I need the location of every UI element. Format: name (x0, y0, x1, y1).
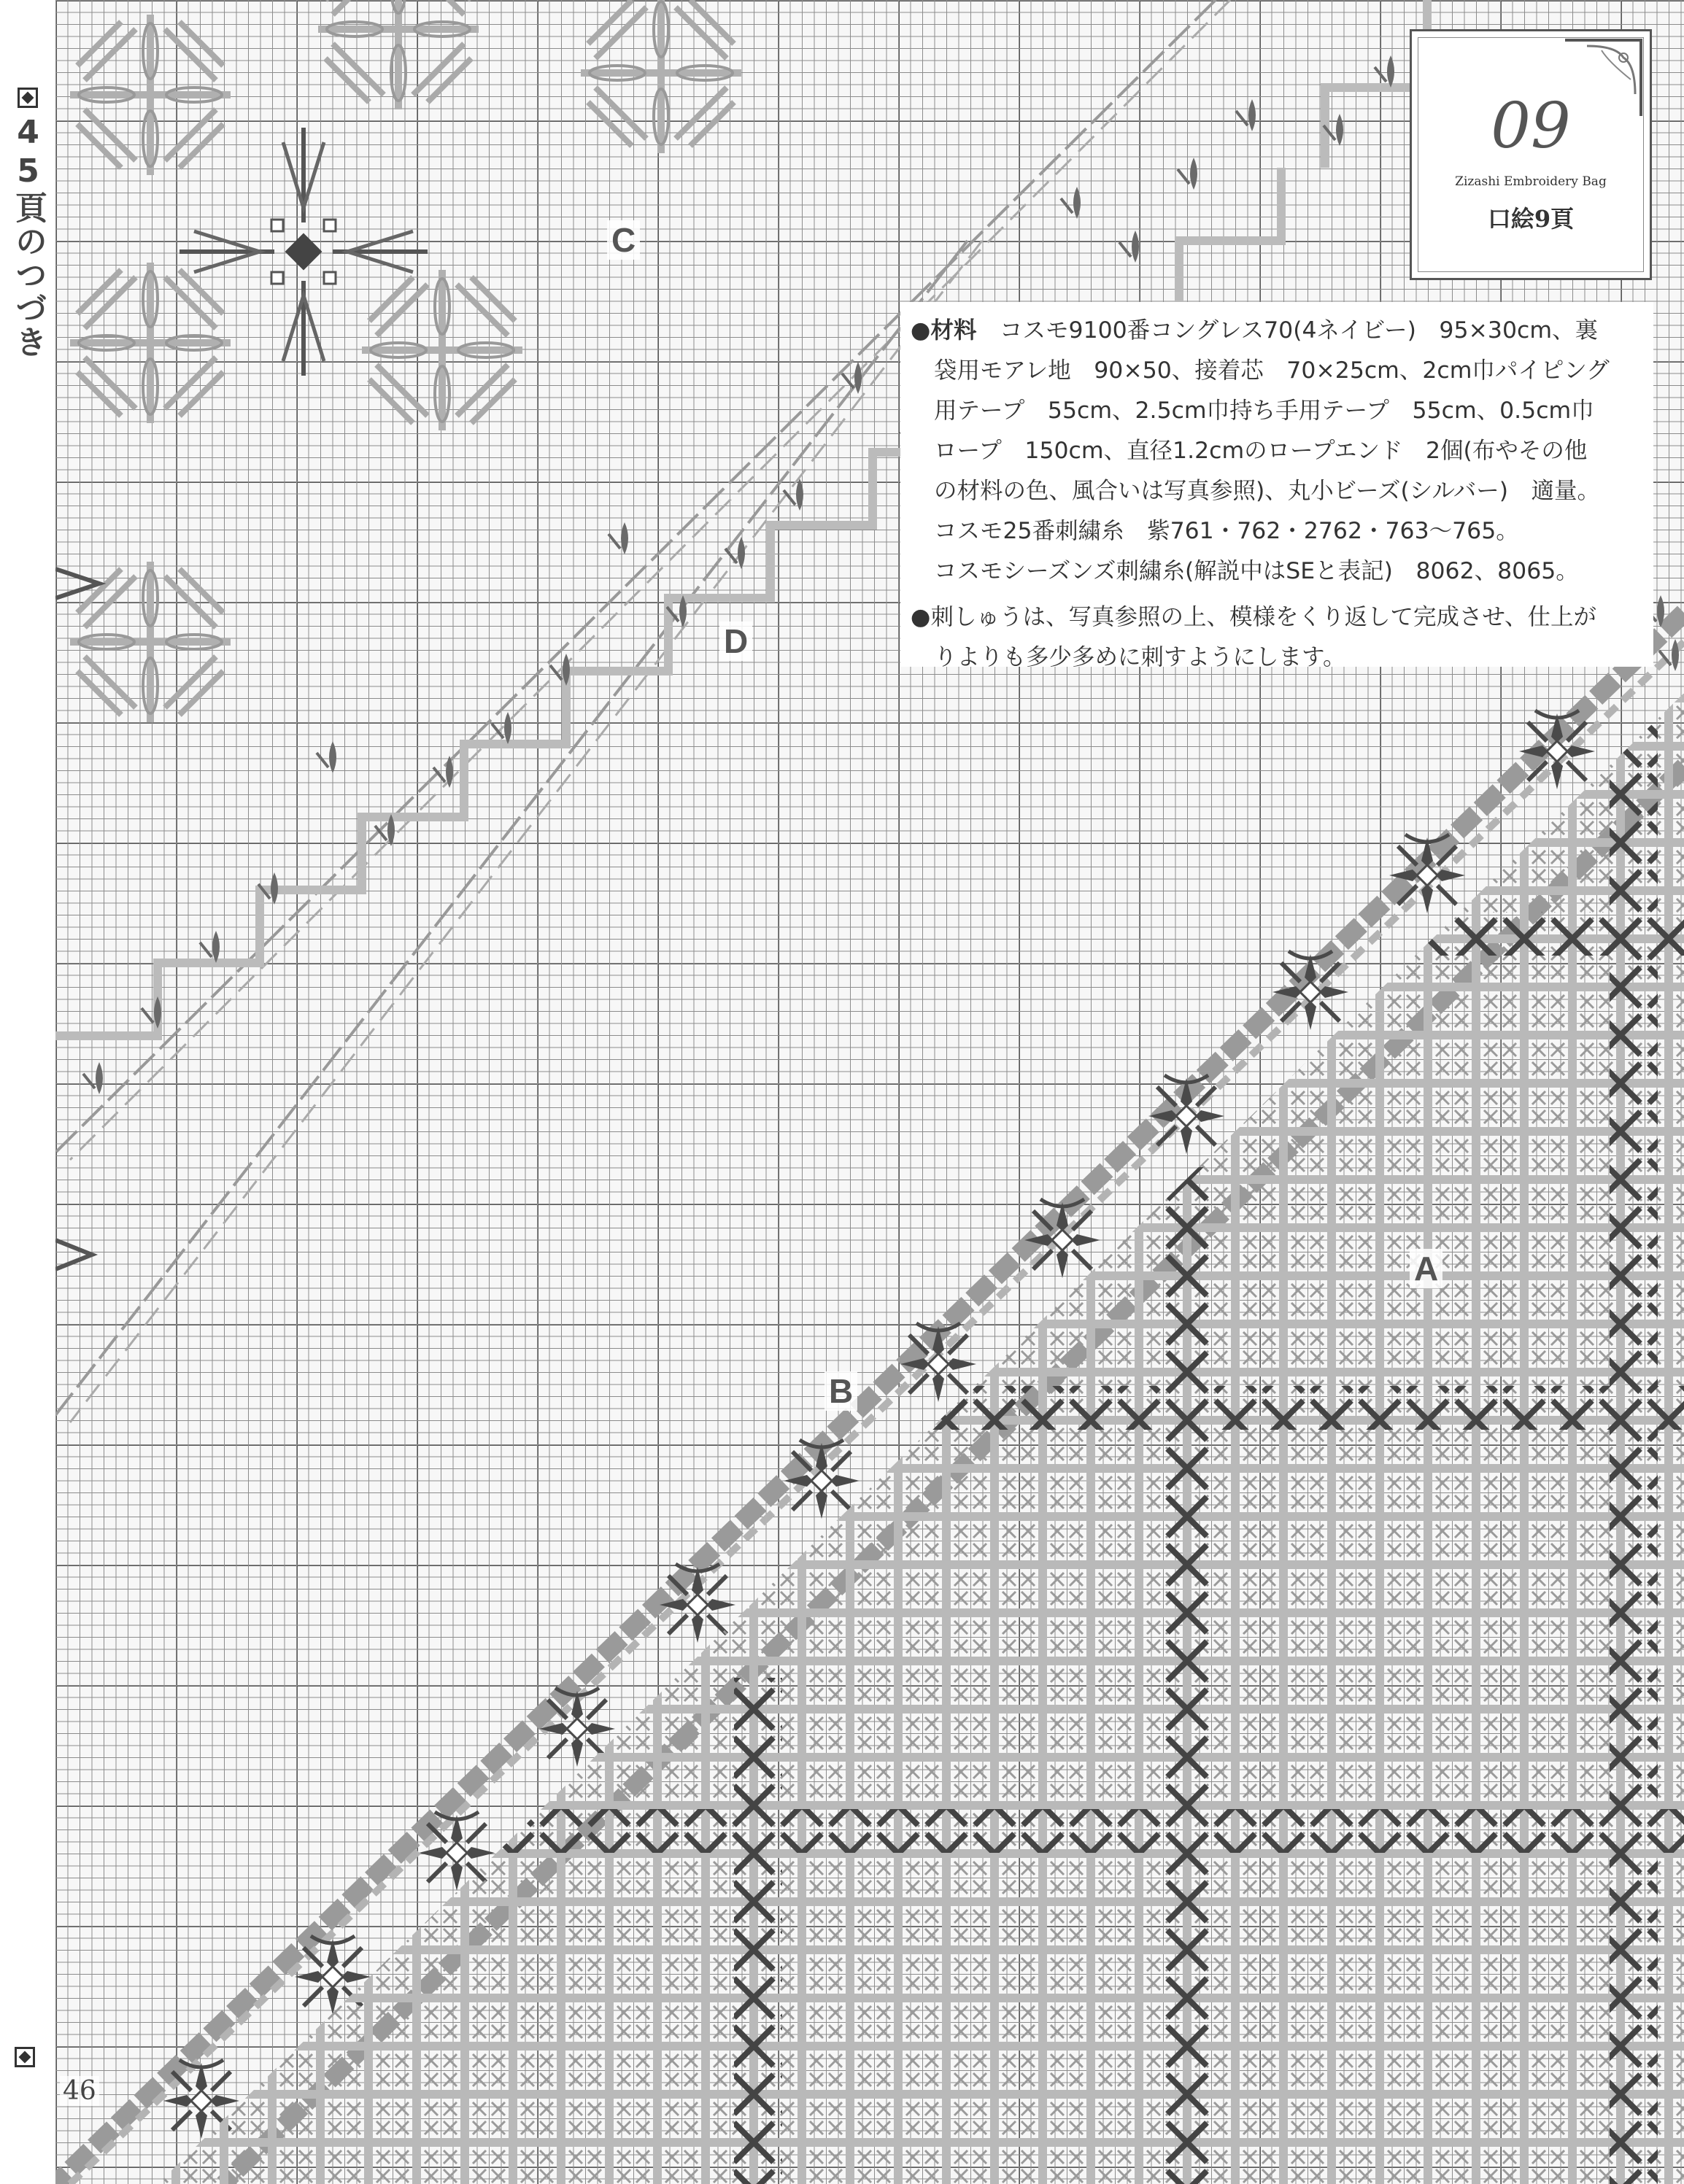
note-line-1 (911, 597, 1645, 638)
side-navigation (6, 88, 50, 359)
diamond-icon (15, 2047, 35, 2067)
embroidery-chart-grid (55, 0, 1684, 2184)
materials-text: コスモ9100番コングレス70(4ネイビー) 95×30cm、裏 (1000, 317, 1598, 344)
series-number: 09 (1491, 90, 1571, 163)
photo-reference: 口絵9頁 (1487, 205, 1575, 233)
section-label-c: C (607, 220, 640, 260)
page-number: 46 (60, 2076, 99, 2106)
title-box (1410, 29, 1652, 280)
section-label-d: D (719, 621, 752, 661)
bullet: ● (911, 317, 931, 344)
series-name: Zizashi Embroidery Bag (1455, 174, 1607, 189)
materials-line-3: 用テープ 55cm、2.5cm巾持ち手用テープ 55cm、0.5cm巾 (934, 398, 1594, 424)
materials-heading: 材料 (930, 317, 977, 344)
bullet: ● (911, 604, 931, 630)
note-line-2: りよりも多少多めに刺すようにします。 (934, 644, 1346, 670)
section-label-b: B (824, 1371, 857, 1411)
materials-box (900, 302, 1653, 670)
materials-line-1 (911, 311, 1645, 351)
materials-line-4: ロープ 150cm、直径1.2cmのロープエンド 2個(布やその他 (934, 438, 1588, 464)
materials-line-7: コスモシーズンズ刺繍糸(解説中はSEと表記) 8062、8065。 (934, 558, 1579, 584)
materials-line-5: の材料の色、風合いは写真参照)、丸小ビーズ(シルバー) 適量。 (934, 478, 1601, 504)
diamond-icon (18, 88, 38, 108)
section-c-motifs (70, 0, 741, 722)
note-text: 刺しゅうは、写真参照の上、模様をくり返して完成させ、仕上が (930, 604, 1597, 630)
continuation-label: 45頁のつづき (9, 114, 47, 359)
materials-line-6: コスモ25番刺繍糸 紫761・762・2762・763～765。 (934, 518, 1519, 544)
section-label-a: A (1410, 1249, 1442, 1288)
materials-line-2: 袋用モアレ地 90×50、接着芯 70×25cm、2cm巾パイピング (934, 357, 1610, 384)
